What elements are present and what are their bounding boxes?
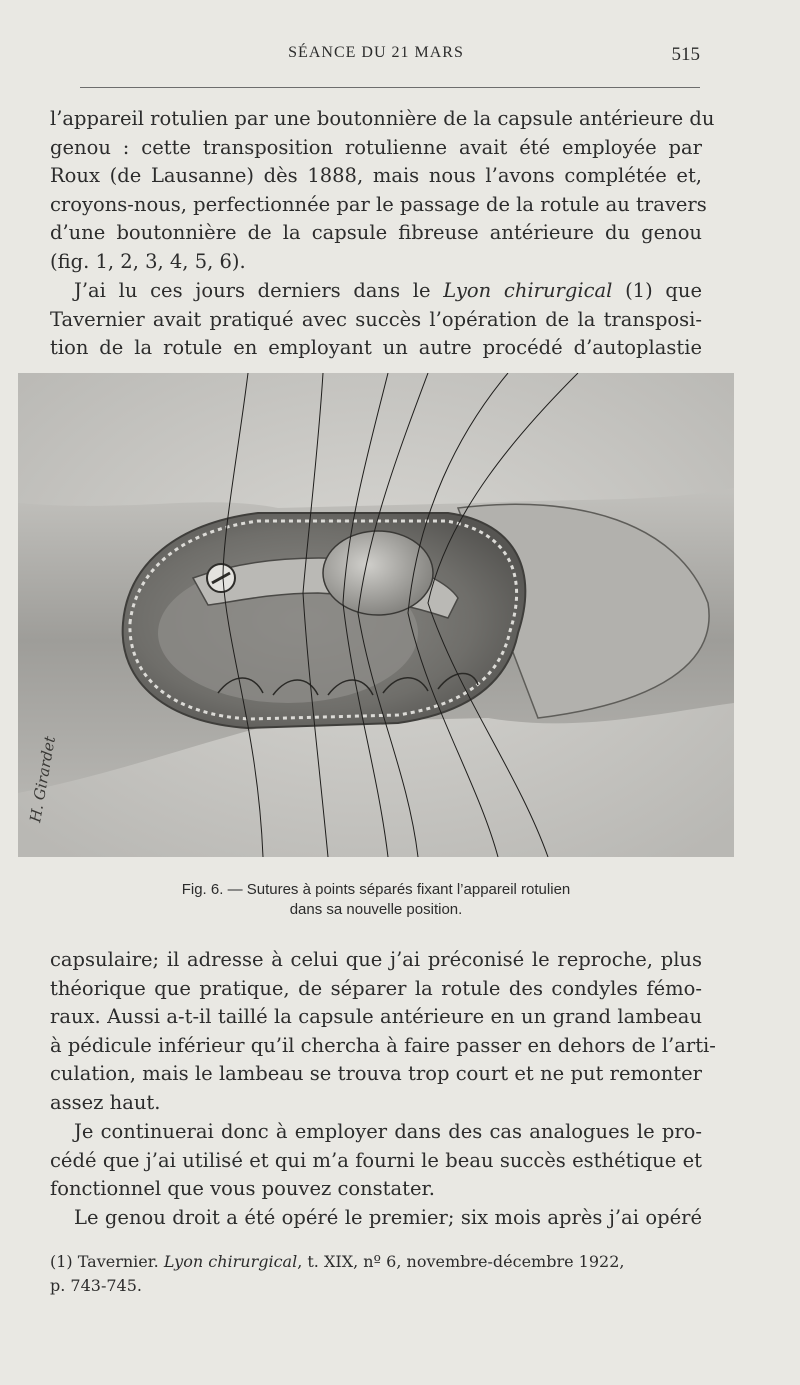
text-segment: , t. XIX, nº 6, novembre-décembre 1922, [297,1252,625,1271]
journal-title: Lyon chirurgical [443,279,613,302]
knee-suture-drawing [18,373,734,857]
page-number: 515 [671,44,700,65]
figure-caption [50,880,702,920]
footnote-line: p. 743-745. [50,1276,142,1295]
text-line: genou : cette transposition rotulienne avait été employée par [50,135,702,159]
footnote-line [50,1250,702,1274]
text-line: Le genou droit a été opéré le premier; six mois après j’ai opéré [74,1206,702,1229]
text-line: croyons-nous, perfectionnée par le passage de la rotule au travers [50,192,707,216]
text-line: d’une boutonnière de la capsule fibreuse antérieure du genou [50,221,702,245]
text-line: culation, mais le lambeau se trouva trop court et ne put remonter [50,1062,702,1086]
surgical-illustration [18,373,734,857]
running-header [50,44,702,74]
text-line: Tavernier avait pratiqué avec succès l’opération de la transposi- [50,307,702,331]
paragraph-3 [50,946,716,1118]
text-line: l’appareil rotulien par une boutonnière de la capsule antérieure du [50,107,715,130]
text-line: théorique que pratique, de séparer la rotule des condyles fémo- [50,976,702,1000]
text-line: capsulaire; il adresse à celui que j’ai préconisé le reproche, plus [50,948,702,971]
paragraph-5 [50,1204,702,1233]
text-segment: J’ai lu ces jours derniers dans le [74,279,444,302]
paragraph-1 [50,105,715,277]
header-rule [80,87,700,88]
text-line: fonctionnel que vous pouvez constater. [50,1177,435,1201]
paragraph-4 [50,1118,702,1204]
text-line: (fig. 1, 2, 3, 4, 5, 6). [50,249,246,273]
text-line: à pédicule inférieur qu’il chercha à faire passer en dehors de l’arti- [50,1033,716,1057]
text-segment: (1) que [612,279,702,302]
text-segment: (1) Tavernier. [50,1252,164,1271]
text-line: Roux (de Lausanne) dès 1888, mais nous l’avons complétée et, [50,164,702,188]
caption-line: dans sa nouvelle position. [289,901,463,918]
journal-title: Lyon chirurgical [163,1252,298,1271]
text-line: raux. Aussi a-t-il taillé la capsule antérieure en un grand lambeau [50,1005,702,1029]
header-title: SÉANCE DU 21 MARS [288,44,464,61]
text-line: Je continuerai donc à employer dans des cas analogues le pro- [74,1120,702,1143]
text-line [50,277,702,306]
paragraph-2 [50,277,702,363]
caption-line: Fig. 6. — Sutures à points séparés fixant l’appareil rotulien [181,881,571,898]
text-line: tion de la rotule en employant un autre procédé d’autoplastie [50,336,702,360]
footnote [50,1250,702,1298]
text-line: assez haut. [50,1090,161,1114]
artist-signature: H. Girardet [26,734,60,824]
text-line: cédé que j’ai utilisé et qui m’a fourni le beau succès esthétique et [50,1148,702,1172]
